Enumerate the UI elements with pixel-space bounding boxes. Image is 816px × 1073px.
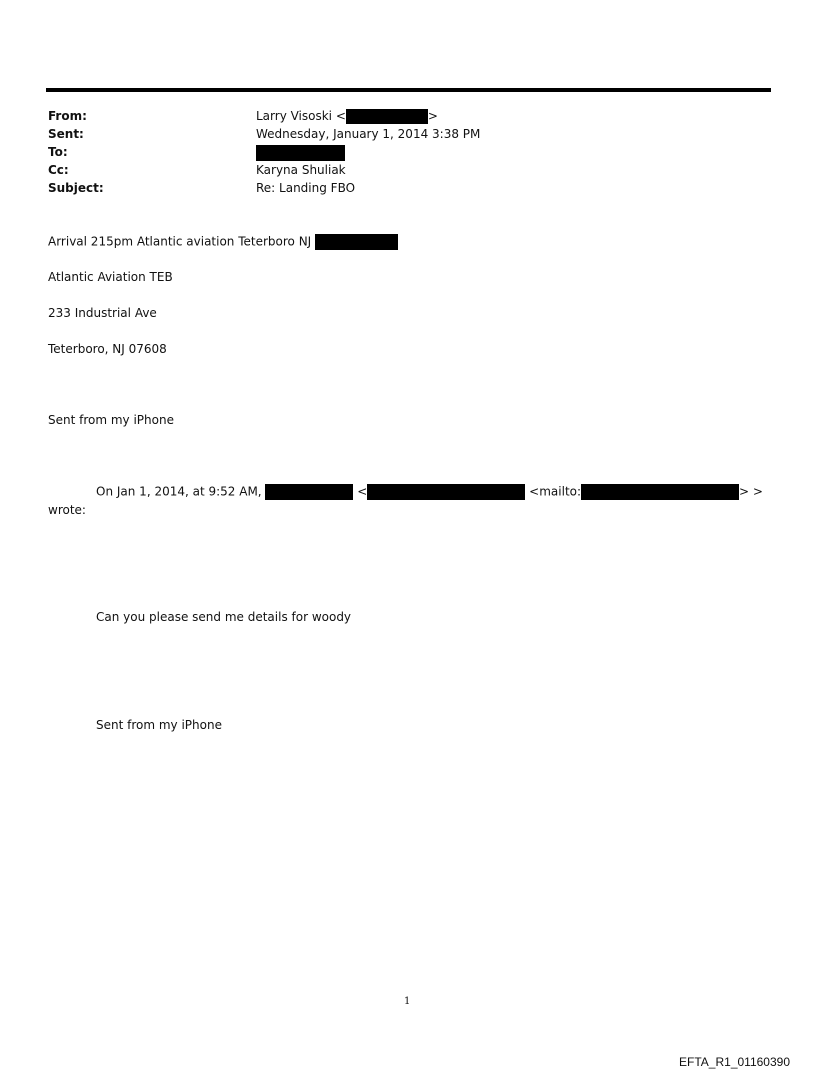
page-number: 1: [404, 996, 411, 1007]
signature: Sent from my iPhone: [48, 413, 174, 427]
redaction-block: [265, 484, 353, 500]
redaction-block: [367, 484, 525, 500]
redaction-block: [346, 109, 428, 124]
sent-value: Wednesday, January 1, 2014 3:38 PM: [256, 127, 481, 141]
quoted-intro-line: [96, 484, 763, 500]
redaction-block: [315, 234, 398, 250]
from-value: [256, 107, 438, 125]
cc-label: Cc:: [48, 163, 69, 177]
arrival-line: [48, 234, 398, 250]
cc-value: Karyna Shuliak: [256, 163, 346, 177]
arrival-text: Arrival 215pm Atlantic aviation Teterboro NJ: [48, 234, 312, 249]
to-value: [256, 143, 345, 161]
city-address: Teterboro, NJ 07608: [48, 342, 167, 356]
quoted-lt: <: [357, 484, 368, 499]
quoted-intro: On Jan 1, 2014, at 9:52 AM,: [96, 484, 262, 499]
quoted-message: Can you please send me details for woody: [96, 610, 352, 624]
quoted-close: > >: [739, 484, 763, 499]
fbo-name: Atlantic Aviation TEB: [48, 270, 173, 284]
to-label: To:: [48, 145, 68, 159]
redaction-block: [256, 145, 345, 161]
redaction-block: [581, 484, 739, 500]
street-address: 233 Industrial Ave: [48, 306, 157, 320]
subject-value: Re: Landing FBO: [256, 181, 356, 195]
header-rule: [46, 88, 771, 92]
sent-label: Sent:: [48, 127, 84, 141]
from-name: Larry Visoski <: [256, 109, 346, 123]
document-id: EFTA_R1_01160390: [679, 1055, 790, 1069]
from-label: From:: [48, 109, 87, 123]
quoted-wrote: wrote:: [48, 503, 86, 517]
subject-label: Subject:: [48, 181, 104, 195]
quoted-mailto: <mailto:: [529, 484, 582, 499]
from-close: >: [427, 109, 438, 123]
quoted-signature: Sent from my iPhone: [96, 718, 222, 732]
